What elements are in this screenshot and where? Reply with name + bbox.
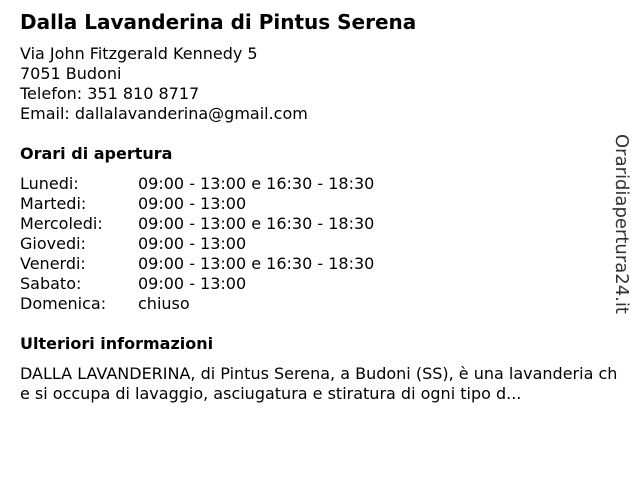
hours-row-sunday [20,294,610,314]
opening-hours-heading: Orari di apertura [20,144,173,163]
day-label: Lunedi: [20,174,79,193]
contact-block [20,44,610,124]
time-value: 09:00 - 13:00 [138,194,247,213]
time-value: 09:00 - 13:00 e 16:30 - 18:30 [138,174,375,193]
day-label: Mercoledi: [20,214,103,233]
day-label: Sabato: [20,274,82,293]
time-value: 09:00 - 13:00 e 16:30 - 18:30 [138,214,375,233]
hours-row-wednesday [20,214,610,234]
email-address[interactable]: Email: dallalavanderina@gmail.com [20,104,308,123]
day-label: Domenica: [20,294,107,313]
opening-hours-table [20,174,610,314]
hours-row-friday [20,254,610,274]
phone-number[interactable]: Telefon: 351 810 8717 [20,84,200,103]
hours-row-thursday [20,234,610,254]
additional-info-heading: Ulteriori informazioni [20,334,214,353]
time-value: 09:00 - 13:00 e 16:30 - 18:30 [138,254,375,273]
site-watermark: Oraridiapertura24.it [611,134,632,314]
day-label: Giovedi: [20,234,86,253]
business-description: DALLA LAVANDERINA, di Pintus Serena, a Budoni (SS), è una lavanderia che si occupa di lavaggio, asciugatura e stiratura di ogni tipo d... [20,364,618,403]
day-label: Venerdi: [20,254,86,273]
hours-row-monday [20,174,610,194]
address-street: Via John Fitzgerald Kennedy 5 [20,44,258,63]
time-value: chiuso [138,294,190,313]
time-value: 09:00 - 13:00 [138,274,247,293]
business-name: Dalla Lavanderina di Pintus Serena [20,10,417,34]
hours-row-tuesday [20,194,610,214]
hours-row-saturday [20,274,610,294]
day-label: Martedi: [20,194,87,213]
address-city: 7051 Budoni [20,64,122,83]
business-card [20,10,618,404]
time-value: 09:00 - 13:00 [138,234,247,253]
